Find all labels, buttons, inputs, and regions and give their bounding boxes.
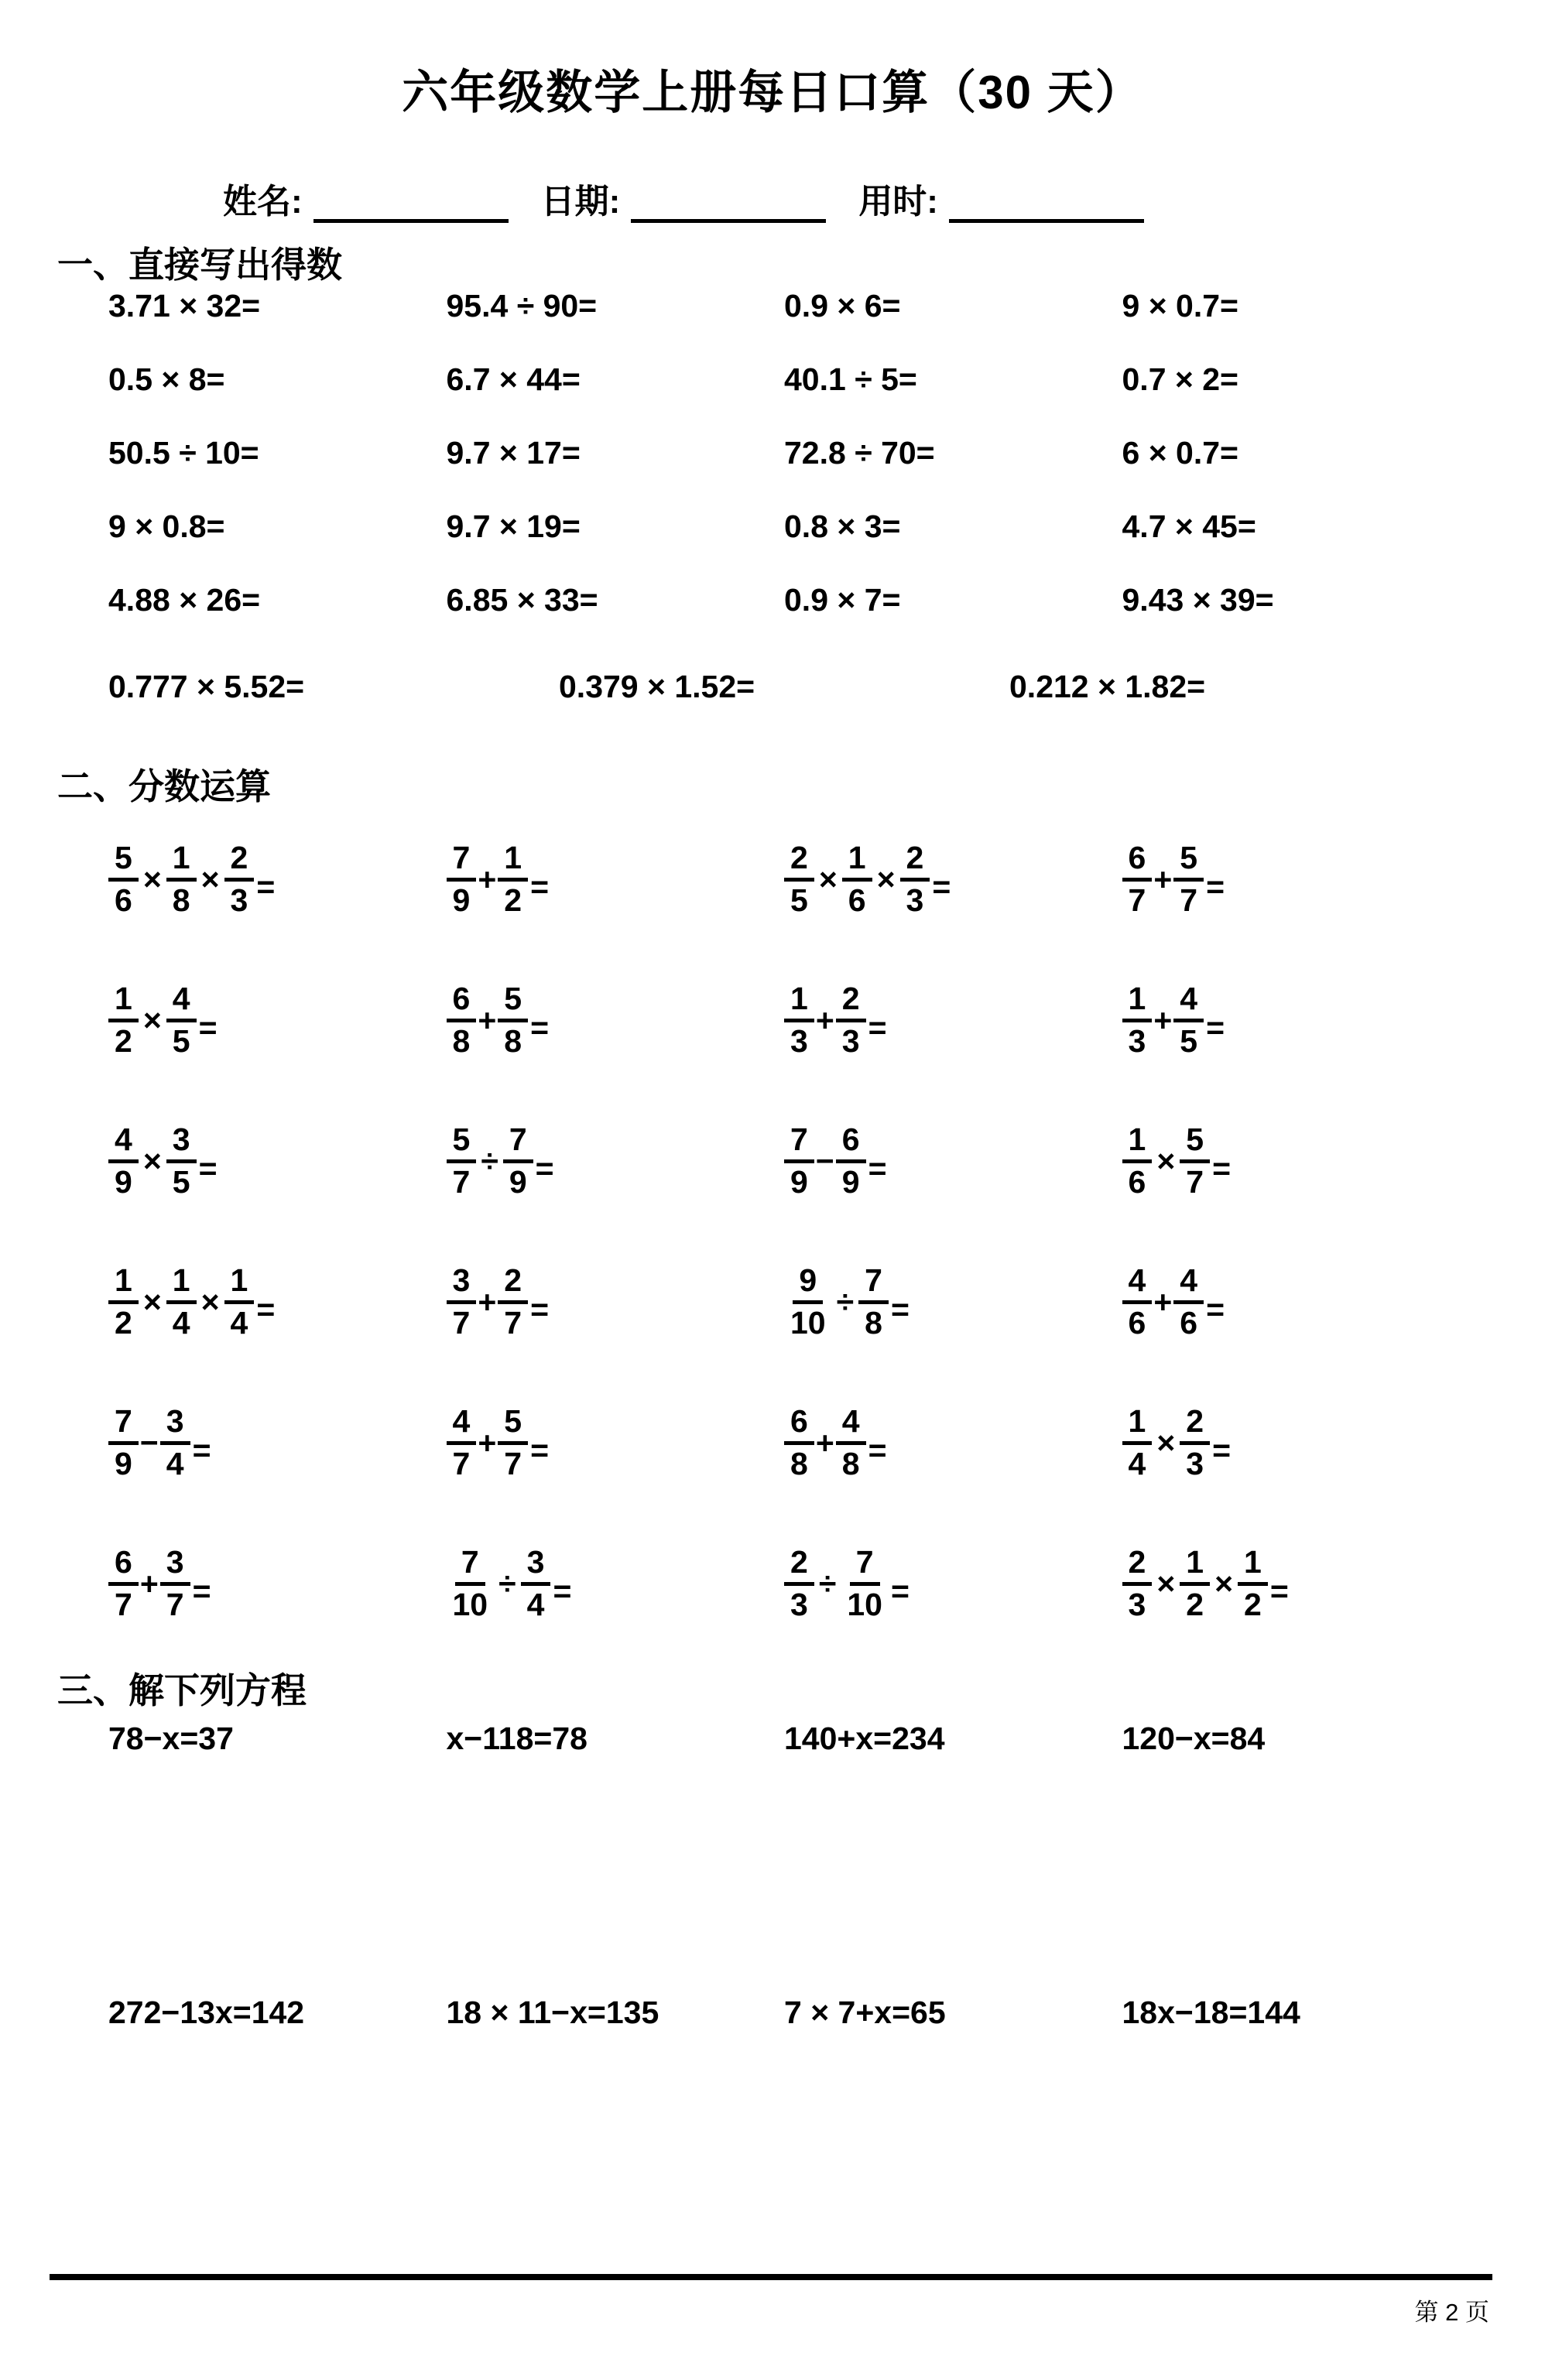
operator: = xyxy=(530,868,550,905)
operator: + xyxy=(815,1002,834,1038)
fraction-denominator: 6 xyxy=(1180,1304,1198,1341)
fraction-numerator: 4 xyxy=(1122,1264,1153,1303)
operator: ÷ xyxy=(836,1283,855,1320)
fraction xyxy=(784,1123,814,1198)
operator: = xyxy=(1206,1291,1225,1327)
fraction-denominator: 6 xyxy=(1128,1304,1146,1341)
fraction xyxy=(1180,1123,1210,1198)
math-problem: 0.7 × 2= xyxy=(1122,361,1238,397)
operator: = xyxy=(256,868,276,905)
fraction-expression xyxy=(784,1405,887,1480)
operator: = xyxy=(553,1573,572,1609)
fraction xyxy=(166,1123,197,1198)
fraction-denominator: 2 xyxy=(504,882,522,918)
math-problem: 6 × 0.7= xyxy=(1122,435,1238,471)
fraction-denominator: 8 xyxy=(865,1304,882,1341)
fraction-expression xyxy=(784,1264,910,1339)
fraction-denominator: 3 xyxy=(230,882,248,918)
fraction xyxy=(498,1264,528,1339)
time-label: 用时: xyxy=(858,183,938,221)
operator: × xyxy=(876,861,896,897)
fraction-denominator: 7 xyxy=(1128,882,1146,918)
fraction-numerator: 7 xyxy=(503,1123,533,1163)
fraction-expression xyxy=(108,982,218,1057)
math-problem: 40.1 ÷ 5= xyxy=(784,361,917,397)
fraction-expression xyxy=(108,841,275,916)
fraction-denominator: 10 xyxy=(452,1586,488,1622)
fraction-denominator: 6 xyxy=(848,882,866,918)
operator: = xyxy=(890,1573,910,1609)
fraction xyxy=(1173,1264,1204,1339)
fraction xyxy=(1122,1546,1153,1621)
fraction-numerator: 1 xyxy=(224,1264,255,1303)
fraction xyxy=(841,1546,889,1621)
math-problem: 9 × 0.8= xyxy=(108,509,225,544)
fraction-expression xyxy=(108,1546,211,1621)
operator: × xyxy=(1214,1565,1234,1601)
fraction xyxy=(1180,1546,1210,1621)
fraction-numerator: 1 xyxy=(166,1264,197,1303)
fraction-numerator: 2 xyxy=(784,841,814,881)
name-label: 姓名: xyxy=(223,183,303,221)
operator: = xyxy=(932,868,951,905)
fraction-denominator: 3 xyxy=(1128,1586,1146,1622)
fraction-numerator: 5 xyxy=(498,1405,528,1444)
fraction xyxy=(447,1546,495,1621)
fraction-denominator: 4 xyxy=(526,1586,545,1622)
math-problem: 9 × 0.7= xyxy=(1122,288,1238,324)
fraction-denominator: 6 xyxy=(115,882,132,918)
fraction-expression xyxy=(447,1264,550,1339)
fraction xyxy=(447,1405,477,1480)
operator: − xyxy=(139,1424,159,1461)
fraction-denominator: 7 xyxy=(504,1304,522,1341)
fraction-numerator: 1 xyxy=(1122,982,1153,1022)
page-title: 六年级数学上册每日口算（30 天） xyxy=(402,67,1143,118)
fraction-numerator: 1 xyxy=(1122,1405,1153,1444)
operator: = xyxy=(198,1150,218,1187)
operator: + xyxy=(1153,1283,1173,1320)
fraction-numerator: 2 xyxy=(224,841,255,881)
fraction xyxy=(108,982,139,1057)
fraction xyxy=(1180,1405,1210,1480)
fraction-numerator: 5 xyxy=(108,841,139,881)
fraction-numerator: 6 xyxy=(447,982,477,1022)
operator: = xyxy=(868,1150,887,1187)
fraction-expression xyxy=(108,1405,211,1480)
fraction xyxy=(784,982,814,1057)
operator: ÷ xyxy=(498,1565,516,1601)
math-problem: 0.9 × 7= xyxy=(784,582,901,618)
fraction xyxy=(784,841,814,916)
fraction-numerator: 3 xyxy=(160,1405,190,1444)
operator: = xyxy=(1212,1432,1232,1468)
time-blank-line xyxy=(949,183,1144,223)
fraction-expression xyxy=(784,1546,910,1621)
fraction xyxy=(836,1123,866,1198)
fraction-expression xyxy=(1122,841,1225,916)
fraction-numerator: 1 xyxy=(108,1264,139,1303)
fraction-expression xyxy=(447,1123,554,1198)
fraction-numerator: 4 xyxy=(108,1123,139,1163)
fraction-denominator: 3 xyxy=(1186,1445,1204,1481)
equation: 120−x=84 xyxy=(1122,1720,1266,1756)
fraction-numerator: 3 xyxy=(160,1546,190,1585)
fraction-numerator: 7 xyxy=(850,1546,880,1585)
fraction-numerator: 2 xyxy=(836,982,866,1022)
fraction-numerator: 6 xyxy=(108,1546,139,1585)
equation: 18x−18=144 xyxy=(1122,1994,1300,2030)
section1-last-row xyxy=(108,644,1460,729)
fraction-numerator: 7 xyxy=(447,841,477,881)
math-problem: 0.379 × 1.52= xyxy=(559,668,755,704)
fraction-numerator: 3 xyxy=(166,1123,197,1163)
fraction-numerator: 4 xyxy=(1173,1264,1204,1303)
fraction xyxy=(108,1546,139,1621)
fraction-numerator: 5 xyxy=(1173,841,1204,881)
fraction-denominator: 9 xyxy=(115,1445,132,1481)
fraction-numerator: 2 xyxy=(1180,1405,1210,1444)
footer-divider-line xyxy=(50,2274,1492,2280)
fraction-numerator: 5 xyxy=(447,1123,477,1163)
fraction-expression xyxy=(784,982,887,1057)
fraction-denominator: 3 xyxy=(1128,1022,1146,1059)
operator: + xyxy=(815,1424,834,1461)
fraction xyxy=(166,1264,197,1339)
math-problem: 72.8 ÷ 70= xyxy=(784,435,935,471)
fraction xyxy=(1122,841,1153,916)
math-problem: 0.9 × 6= xyxy=(784,288,901,324)
fraction-denominator: 8 xyxy=(790,1445,808,1481)
operator: + xyxy=(1153,1002,1173,1038)
fraction-numerator: 2 xyxy=(900,841,930,881)
fraction-denominator: 5 xyxy=(790,882,808,918)
operator: + xyxy=(478,1424,497,1461)
fraction-denominator: 10 xyxy=(847,1586,882,1622)
fraction-expression xyxy=(1122,1123,1232,1198)
operator: × xyxy=(1156,1142,1176,1179)
fraction xyxy=(1173,841,1204,916)
math-problem: 0.8 × 3= xyxy=(784,509,901,544)
operator: = xyxy=(530,1291,550,1327)
fraction-numerator: 4 xyxy=(166,982,197,1022)
operator: ÷ xyxy=(818,1565,837,1601)
fraction-numerator: 2 xyxy=(498,1264,528,1303)
operator: = xyxy=(198,1009,218,1046)
section2-grid xyxy=(108,809,1460,1654)
operator: × xyxy=(1156,1565,1176,1601)
fraction-denominator: 2 xyxy=(115,1304,132,1341)
fraction-denominator: 7 xyxy=(452,1445,471,1481)
operator: × xyxy=(142,1002,162,1038)
fraction-denominator: 9 xyxy=(115,1163,132,1200)
fraction-denominator: 9 xyxy=(452,882,471,918)
fraction-numerator: 1 xyxy=(1122,1123,1153,1163)
fraction-denominator: 6 xyxy=(1128,1163,1146,1200)
fraction xyxy=(498,982,528,1057)
fraction-expression xyxy=(447,982,550,1057)
fraction xyxy=(836,1405,866,1480)
math-problem: 9.7 × 17= xyxy=(446,435,581,471)
section3-grid-row2 xyxy=(108,1981,1460,2043)
operator: + xyxy=(139,1565,159,1601)
fraction-numerator: 4 xyxy=(1173,982,1204,1022)
fraction-denominator: 8 xyxy=(452,1022,471,1059)
fraction-numerator: 1 xyxy=(498,841,528,881)
operator: + xyxy=(478,1283,497,1320)
operator: × xyxy=(200,1283,220,1320)
fraction-numerator: 1 xyxy=(842,841,872,881)
fraction-expression xyxy=(447,1546,572,1621)
section3-header: 三、解下列方程 xyxy=(57,1670,307,1711)
fraction-denominator: 3 xyxy=(841,1022,860,1059)
section2-header: 二、分数运算 xyxy=(57,766,271,806)
math-problem: 9.7 × 19= xyxy=(446,509,581,544)
fraction xyxy=(160,1546,190,1621)
fraction-denominator: 9 xyxy=(509,1163,527,1200)
fraction-numerator: 4 xyxy=(836,1405,866,1444)
fraction-denominator: 3 xyxy=(790,1022,808,1059)
fraction-expression xyxy=(1122,1405,1232,1480)
fraction-numerator: 6 xyxy=(784,1405,814,1444)
fraction xyxy=(224,841,255,916)
fraction xyxy=(521,1546,551,1621)
operator: + xyxy=(478,1002,497,1038)
fraction-numerator: 1 xyxy=(108,982,139,1022)
fraction xyxy=(498,1405,528,1480)
equation: 7 × 7+x=65 xyxy=(784,1994,946,2030)
fraction xyxy=(784,1546,814,1621)
fraction-numerator: 1 xyxy=(784,982,814,1022)
operator: = xyxy=(1206,868,1225,905)
fraction xyxy=(842,841,872,916)
operator: + xyxy=(478,861,497,897)
fraction-denominator: 3 xyxy=(906,882,924,918)
fraction xyxy=(447,841,477,916)
fraction-denominator: 3 xyxy=(790,1586,808,1622)
equation: x−118=78 xyxy=(446,1720,588,1756)
fraction-denominator: 5 xyxy=(172,1022,190,1059)
fraction-denominator: 4 xyxy=(166,1445,184,1481)
fraction-denominator: 4 xyxy=(230,1304,248,1341)
fraction-expression xyxy=(447,841,550,916)
math-problem: 4.88 × 26= xyxy=(108,582,261,618)
operator: × xyxy=(142,861,162,897)
operator: = xyxy=(1212,1150,1232,1187)
operator: × xyxy=(142,1283,162,1320)
math-problem: 50.5 ÷ 10= xyxy=(108,435,259,471)
fraction xyxy=(447,1123,477,1198)
fraction xyxy=(108,841,139,916)
fraction-numerator: 1 xyxy=(1238,1546,1268,1585)
operator: × xyxy=(818,861,838,897)
operator: − xyxy=(815,1142,834,1179)
fraction xyxy=(1122,1123,1153,1198)
math-problem: 9.43 × 39= xyxy=(1122,582,1274,618)
fraction xyxy=(166,982,197,1057)
fraction-numerator: 2 xyxy=(1122,1546,1153,1585)
fraction xyxy=(900,841,930,916)
operator: = xyxy=(535,1150,554,1187)
fraction xyxy=(858,1264,889,1339)
operator: = xyxy=(256,1291,276,1327)
operator: × xyxy=(142,1142,162,1179)
fraction xyxy=(1173,982,1204,1057)
name-blank-line xyxy=(313,183,509,223)
fraction xyxy=(784,1264,832,1339)
fraction-denominator: 7 xyxy=(452,1304,471,1341)
fraction xyxy=(498,841,528,916)
fraction-denominator: 10 xyxy=(790,1304,826,1341)
page-number: 第 2 页 xyxy=(1414,2299,1489,2326)
operator: ÷ xyxy=(481,1142,498,1179)
operator: = xyxy=(192,1573,211,1609)
fraction xyxy=(1122,1405,1153,1480)
fraction xyxy=(503,1123,533,1198)
fraction-expression xyxy=(108,1123,218,1198)
fraction-denominator: 5 xyxy=(172,1163,190,1200)
fraction-denominator: 7 xyxy=(1186,1163,1204,1200)
fraction xyxy=(160,1405,190,1480)
fraction-denominator: 8 xyxy=(841,1445,860,1481)
math-problem: 3.71 × 32= xyxy=(108,288,261,324)
fraction-numerator: 1 xyxy=(1180,1546,1210,1585)
fraction-denominator: 2 xyxy=(1244,1586,1262,1622)
fraction-denominator: 2 xyxy=(115,1022,132,1059)
fraction-denominator: 8 xyxy=(172,882,190,918)
fraction-numerator: 7 xyxy=(784,1123,814,1163)
fraction xyxy=(447,982,477,1057)
operator: = xyxy=(1206,1009,1225,1046)
fraction-denominator: 8 xyxy=(504,1022,522,1059)
fraction-denominator: 7 xyxy=(452,1163,471,1200)
fraction-expression xyxy=(1122,1264,1225,1339)
math-problem: 4.7 × 45= xyxy=(1122,509,1256,544)
fraction xyxy=(447,1264,477,1339)
operator: = xyxy=(868,1009,887,1046)
fraction-numerator: 5 xyxy=(1180,1123,1210,1163)
fraction xyxy=(1238,1546,1268,1621)
math-problem: 95.4 ÷ 90= xyxy=(446,288,598,324)
fraction-denominator: 7 xyxy=(504,1445,522,1481)
section1-header: 一、直接写出得数 xyxy=(57,245,342,285)
fraction-numerator: 7 xyxy=(108,1405,139,1444)
date-blank-line xyxy=(631,183,826,223)
fraction-denominator: 7 xyxy=(115,1586,132,1622)
fraction-numerator: 4 xyxy=(447,1405,477,1444)
fraction xyxy=(108,1264,139,1339)
math-problem: 0.777 × 5.52= xyxy=(108,668,305,704)
fraction-numerator: 7 xyxy=(858,1264,889,1303)
fraction xyxy=(1122,1264,1153,1339)
fraction-denominator: 7 xyxy=(166,1586,184,1622)
fraction xyxy=(166,841,197,916)
info-line xyxy=(223,173,1144,223)
fraction-numerator: 6 xyxy=(836,1123,866,1163)
fraction-expression xyxy=(1122,982,1225,1057)
equation: 272−13x=142 xyxy=(108,1994,305,2030)
equation: 140+x=234 xyxy=(784,1720,945,1756)
fraction-numerator: 3 xyxy=(447,1264,477,1303)
math-problem: 0.212 × 1.82= xyxy=(1009,668,1206,704)
fraction xyxy=(1122,982,1153,1057)
fraction-numerator: 1 xyxy=(166,841,197,881)
operator: + xyxy=(1153,861,1173,897)
fraction-expression xyxy=(784,1123,887,1198)
operator: × xyxy=(200,861,220,897)
operator: = xyxy=(868,1432,887,1468)
operator: = xyxy=(530,1432,550,1468)
fraction-numerator: 3 xyxy=(521,1546,551,1585)
fraction-numerator: 9 xyxy=(793,1264,823,1303)
fraction xyxy=(224,1264,255,1339)
fraction-numerator: 5 xyxy=(498,982,528,1022)
operator: = xyxy=(192,1432,211,1468)
operator: × xyxy=(1156,1424,1176,1461)
fraction xyxy=(108,1123,139,1198)
equation: 78−x=37 xyxy=(108,1720,234,1756)
operator: = xyxy=(890,1291,910,1327)
fraction-expression xyxy=(784,841,951,916)
fraction-denominator: 4 xyxy=(1128,1445,1146,1481)
fraction xyxy=(836,982,866,1057)
equation: 18 × 11−x=135 xyxy=(446,1994,659,2030)
fraction-expression xyxy=(108,1264,275,1339)
fraction xyxy=(108,1405,139,1480)
fraction-expression xyxy=(1122,1546,1289,1621)
fraction-numerator: 2 xyxy=(784,1546,814,1585)
operator: = xyxy=(1269,1573,1289,1609)
fraction xyxy=(784,1405,814,1480)
fraction-denominator: 5 xyxy=(1180,1022,1198,1059)
fraction-expression xyxy=(447,1405,550,1480)
section3-grid-row1 xyxy=(108,1707,1460,1769)
fraction-numerator: 7 xyxy=(455,1546,485,1585)
fraction-denominator: 9 xyxy=(790,1163,808,1200)
fraction-denominator: 7 xyxy=(1180,882,1198,918)
fraction-numerator: 6 xyxy=(1122,841,1153,881)
math-problem: 0.5 × 8= xyxy=(108,361,225,397)
fraction-denominator: 4 xyxy=(172,1304,190,1341)
date-label: 日期: xyxy=(540,183,621,221)
fraction-denominator: 2 xyxy=(1186,1586,1204,1622)
math-problem: 6.85 × 33= xyxy=(446,582,598,618)
operator: = xyxy=(530,1009,550,1046)
fraction-denominator: 9 xyxy=(841,1163,860,1200)
section1-grid xyxy=(108,269,1460,637)
math-problem: 6.7 × 44= xyxy=(446,361,581,397)
